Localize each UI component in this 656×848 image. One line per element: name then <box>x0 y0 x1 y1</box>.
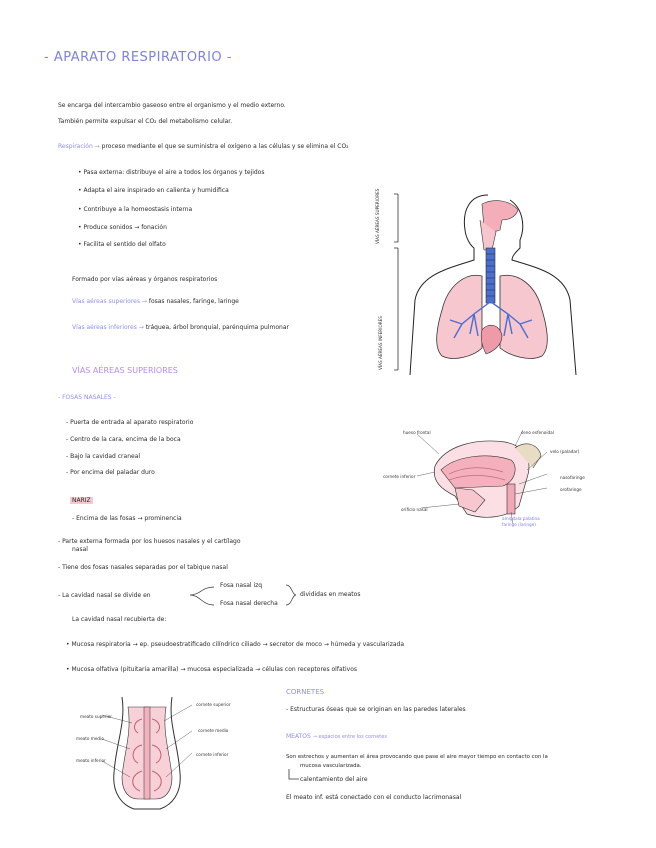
cavidad-result: divididas en meatos <box>300 591 361 598</box>
page-title: - APARATO RESPIRATORIO - <box>44 50 232 65</box>
label-faringe: faringe (laringe) <box>502 522 536 527</box>
label-meato-medio: meato medio <box>76 736 104 741</box>
recubierta-text: La cavidad nasal recubierta de: <box>72 616 167 623</box>
cornetes-heading: CORNETES <box>286 688 325 696</box>
mucosa-olfativa <box>66 666 357 674</box>
mucosa-resp-term: • Mucosa respiratoria <box>66 641 131 648</box>
label-cornete-inferior: cornete inferior <box>196 752 229 757</box>
nariz-heading <box>70 497 93 505</box>
function-item: • Adapta el aire inspirado en calienta y humidifica <box>78 187 229 194</box>
calentamiento-text: calentamiento del aire <box>300 776 368 783</box>
meatos-para-1: Son estrechos y aumentan el área provocando que pase el aire mayor tiempo en contacto con la <box>286 754 548 760</box>
label-cornete-superior: cornete superior <box>196 702 231 707</box>
respiracion-definition <box>58 143 349 151</box>
fosas-item: - Bajo la cavidad craneal <box>66 453 141 460</box>
section-heading: VÍAS AÉREAS SUPERIORES <box>72 366 178 375</box>
mucosa-olf-term: • Mucosa olfativa (pituitaria amarilla) → mucosa especializada <box>66 666 254 673</box>
function-item: • Facilita el sentido del olfato <box>78 241 166 248</box>
vias-sup-term: Vías aéreas superiores → <box>72 298 147 305</box>
label-seno: seno esfenoidal <box>521 430 554 435</box>
meatos-heading: MEATOS <box>286 733 311 740</box>
label-cornete-medio: cornete medio <box>198 728 229 733</box>
parte-externa-line-1: - Parte externa formada por los huesos nasales y el cartílago <box>58 538 241 545</box>
tiene-dos-fosas: - Tiene dos fosas nasales separadas por el tabique nasal <box>58 564 228 571</box>
intro-line-2: También permite expulsar el CO₂ del metabolismo celular. <box>58 118 233 125</box>
nariz-highlight: NARIZ <box>72 497 91 504</box>
label-amigdala: amígdala palatina <box>502 516 540 521</box>
cavidad-left: Fosa nasal izq <box>220 582 263 589</box>
fosas-heading: - FOSAS NASALES - <box>58 394 116 401</box>
respiracion-text: proceso mediante el que se suministra el oxígeno a las células y se elimina el CO₂ <box>101 143 349 150</box>
function-item: • Contribuye a la homeostasis interna <box>78 206 193 213</box>
label-velo: velo (paladar) <box>550 449 580 454</box>
cornetes-text: - Estructuras óseas que se originan en las paredes laterales <box>286 706 466 713</box>
intro-line-1: Se encarga del intercambio gaseoso entre el organismo y el medio externo. <box>58 102 286 109</box>
lung-label-upper: VÍAS AÉREAS SUPERIORES <box>375 188 380 244</box>
nariz-item: - Encima de las fosas → prominencia <box>72 515 182 522</box>
label-meato-superior: meato superior <box>80 714 112 719</box>
label-orofaringe: orofaringe <box>560 487 582 492</box>
cavidad-right: Fosa nasal derecha <box>220 600 278 607</box>
formado-text: Formado por vías aéreas y órganos respiratorios <box>72 276 218 283</box>
nose-cornetes-illustration <box>108 693 186 815</box>
label-hueso-frontal: hueso frontal <box>403 430 431 435</box>
label-nasofaringe: nasofaringe <box>560 475 585 480</box>
respiratory-system-illustration <box>370 190 600 380</box>
function-item: • Produce sonidos → fonación <box>78 224 167 231</box>
mucosa-olf-text: → células con receptores olfativos <box>255 666 358 673</box>
vias-superiores-line <box>72 298 239 306</box>
label-cornete: cornete inferior <box>383 474 416 479</box>
vias-inf-text: tráquea, árbol bronquial, parénquima pulmonar <box>145 324 289 331</box>
function-item: • Pasa externa: distribuye el aire a todos los órganos y tejidos <box>78 169 265 176</box>
fosas-item: - Por encima del paladar duro <box>66 469 155 476</box>
vias-sup-text: fosas nasales, faringe, laringe <box>148 298 239 305</box>
mucosa-respiratoria <box>66 641 404 649</box>
nasal-cavity-illustration <box>415 426 550 526</box>
fosas-item: - Puerta de entrada al aparato respiratorio <box>66 419 194 426</box>
cavidad-intro: - La cavidad nasal se divide en <box>58 592 151 599</box>
meato-inf-text: El meato inf. está conectado con el conducto lacrimonasal <box>286 794 462 801</box>
respiracion-term: Respiración → <box>58 143 100 150</box>
lung-label-lower: VÍAS AÉREAS INFERIORES <box>378 316 383 370</box>
parte-externa-line-2: nasal <box>72 546 88 553</box>
vias-inferiores-line <box>72 324 289 332</box>
vias-inf-term: Vías aéreas inferiores → <box>72 324 144 331</box>
fosas-item: - Centro de la cara, encima de la boca <box>66 436 181 443</box>
meatos-para-2: mucosa vascularizada. <box>300 763 362 769</box>
meatos-line <box>286 733 387 741</box>
label-orificio: orificio nasal <box>401 507 428 512</box>
label-meato-inferior: meato inferior <box>76 758 106 763</box>
mucosa-resp-text: → ep. pseudoestratificado cilíndrico ciliado → secretor de moco → húmeda y vascularizada <box>132 641 405 648</box>
meatos-sub: → espacios entre los cornetes <box>312 734 387 740</box>
arrow-hook <box>288 768 300 782</box>
